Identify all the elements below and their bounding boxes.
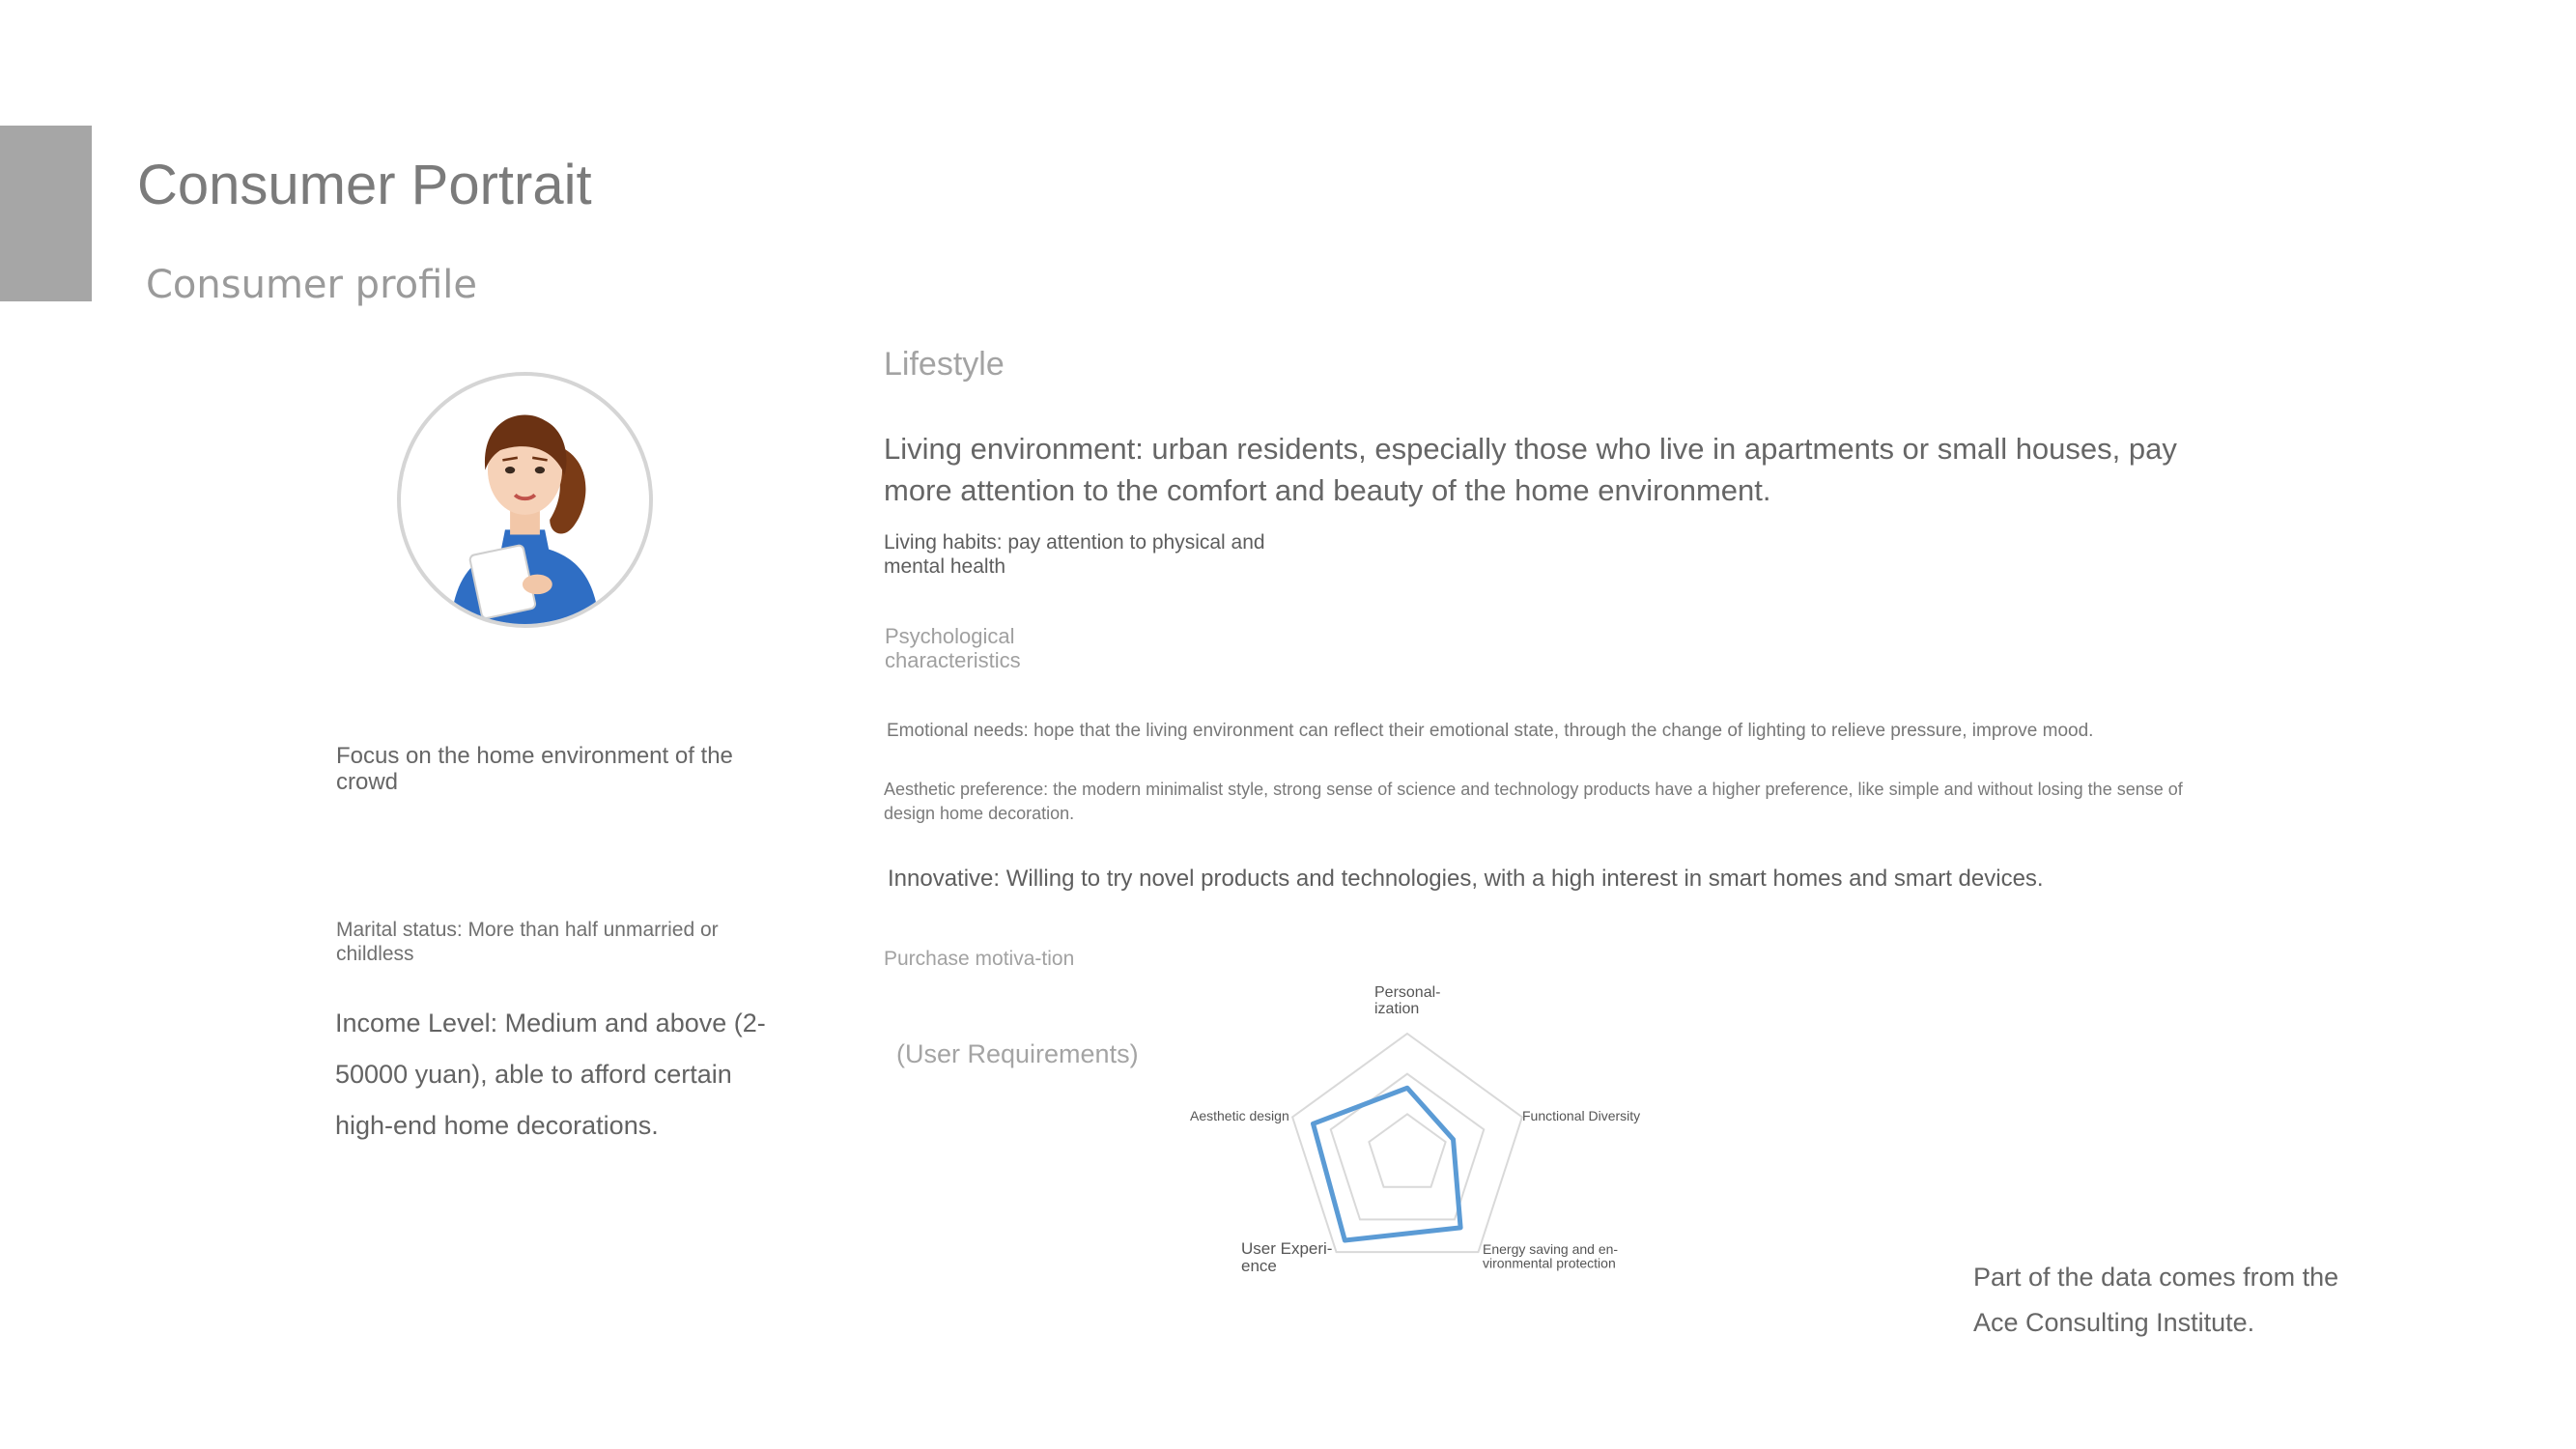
radar-axis-label: Personal-ization [1374, 984, 1441, 1017]
page-title: Consumer Portrait [137, 154, 592, 216]
income-level-text: Income Level: Medium and above (2-50000 yuan), able to afford certain high-end home decorations. [335, 1009, 766, 1140]
marital-status-text: Marital status: More than half unmarried or childless [336, 919, 719, 965]
woman-avatar-icon [397, 372, 653, 628]
radar-ring [1369, 1114, 1445, 1186]
aesthetic-preference-text: Aesthetic preference: the modern minimalist style, strong sense of science and technology products have a higher preference, like simple and without losing the sense of design home decoration. [884, 780, 2183, 823]
radar-grid [1292, 1034, 1522, 1252]
accent-bar [0, 126, 92, 301]
purchase-motivation-heading: Purchase motiva-tion [884, 948, 1075, 970]
focus-text: Focus on the home environment of the crowd [336, 743, 733, 795]
radar-axis-label: User Experi-ence [1241, 1239, 1333, 1275]
psychological-heading: Psychological characteristics [885, 624, 1021, 672]
innovative-text: Innovative: Willing to try novel products and technologies, with a high interest in smart homes and smart devices. [888, 866, 2044, 892]
radar-axis-label: Functional Diversity [1522, 1108, 1641, 1123]
emotional-needs-text: Emotional needs: hope that the living environment can reflect their emotional state, through the change of lighting to relieve pressure, improve mood. [887, 721, 2094, 741]
lifestyle-heading: Lifestyle [884, 346, 1005, 383]
living-habits-text: Living habits: pay attention to physical and mental health [884, 531, 1265, 578]
data-source-note: Part of the data comes from the Ace Consulting Institute. [1973, 1263, 2339, 1337]
radar-axis-label: Aesthetic design [1190, 1108, 1289, 1123]
page-subtitle: Consumer profile [146, 263, 478, 307]
user-requirements-label: (User Requirements) [896, 1039, 1139, 1068]
radar-axis-label: Energy saving and en-vironmental protection [1483, 1241, 1619, 1271]
living-environment-text: Living environment: urban residents, especially those who live in apartments or small houses, pay more attention to the comfort and beauty of the home environment. [884, 432, 2177, 507]
radar-ring [1331, 1074, 1485, 1220]
user-requirements-radar-chart [1140, 966, 1681, 1294]
